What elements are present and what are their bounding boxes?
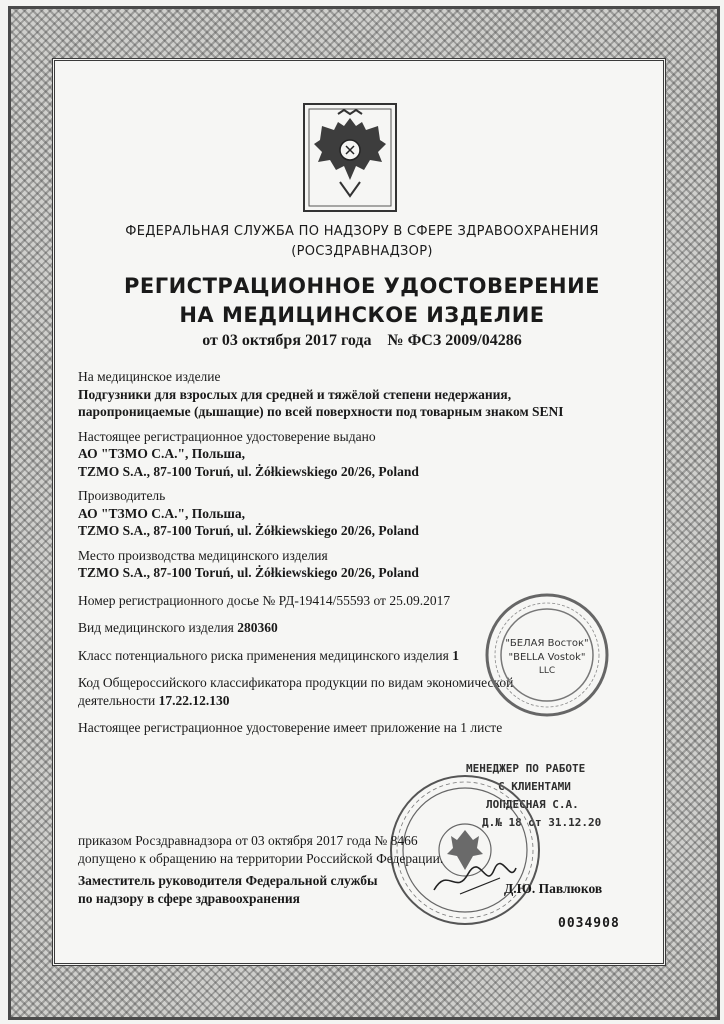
issued-to-label: Настоящее регистрационное удостоверение выдано — [78, 428, 376, 444]
agency-short-name: (РОСЗДРАВНАДЗОР) — [291, 244, 433, 259]
agency-name: ФЕДЕРАЛЬНАЯ СЛУЖБА ПО НАДЗОРУ В СФЕРЕ ЗДРАВООХРАНЕНИЯ — [125, 224, 599, 239]
registration-number: № ФСЗ 2009/04286 — [387, 332, 522, 349]
manager-stamp-line-4: Д.№ 18 от 31.12.20 — [482, 816, 602, 829]
manufacturer-label: Производитель — [78, 488, 166, 503]
registration-date: от 03 октября 2017 года — [202, 332, 372, 349]
manufacturer-company: АО "ТЗМО С.А.", Польша, — [78, 505, 245, 521]
device-name-line-2: паропроницаемые (дышащие) по всей поверхности под товарным знаком SENI — [78, 404, 564, 419]
risk-class-label: Класс потенциального риска применения медицинского изделия — [78, 647, 449, 663]
coat-of-arms-emblem — [300, 100, 400, 215]
deputy-title — [78, 872, 418, 908]
agency-header — [60, 222, 664, 262]
manager-stamp-line-2: С КЛИЕНТАМИ — [498, 780, 571, 793]
device-type-value: 280360 — [237, 620, 278, 635]
manufacturer-address: TZMO S.A., 87-100 Toruń, ul. Żółkiewskiego 20/26, Poland — [78, 523, 419, 538]
production-site-label: Место производства медицинского изделия — [78, 547, 328, 563]
title-line-1: РЕГИСТРАЦИОННОЕ УДОСТОВЕРЕНИЕ — [123, 274, 601, 298]
stamp-company-en: "BELLA Vostok" — [508, 652, 586, 663]
device-label: На медицинское изделие — [78, 369, 221, 384]
signer-name: Д.Ю. Павлюков — [504, 881, 603, 896]
device-section — [78, 368, 578, 421]
manager-stamp-line-1: МЕНЕДЖЕР ПО РАБОТЕ — [466, 762, 586, 775]
order-line-1: приказом Росздравнадзора от 03 октября 2017 года № 8466 — [78, 833, 418, 848]
serial-number: 0034908 — [558, 916, 620, 931]
deputy-line-2: по надзору в сфере здравоохранения — [78, 891, 300, 906]
risk-class-value: 1 — [452, 647, 459, 663]
production-site-section — [78, 547, 578, 582]
document-title — [60, 272, 664, 330]
title-line-2: НА МЕДИЦИНСКОЕ ИЗДЕЛИЕ — [179, 303, 545, 327]
deputy-line-1: Заместитель руководителя Федеральной службы — [78, 873, 378, 888]
stamp-llc: LLC — [538, 666, 556, 676]
production-site-address: TZMO S.A., 87-100 Toruń, ul. Żółkiewskiego 20/26, Poland — [78, 565, 419, 580]
appendix-text: Настоящее регистрационное удостоверение имеет приложение на 1 листе — [78, 720, 503, 735]
issued-to-address: TZMO S.A., 87-100 Toruń, ul. Żółkiewskiego 20/26, Poland — [78, 463, 419, 479]
registration-line — [60, 332, 664, 350]
okpd-label: деятельности — [78, 692, 156, 708]
device-name-line-1: Подгузники для взрослых для средней и тяжёлой степени недержания, — [78, 386, 512, 402]
device-type-label: Вид медицинского изделия — [78, 620, 234, 635]
company-stamp — [480, 588, 615, 723]
order-line-2: допущено к обращению на территории Российской Федерации. — [78, 851, 444, 866]
okpd-line-1: Код Общероссийского классификатора продукции по видам экономической — [78, 675, 514, 690]
okpd-value: 17.22.12.130 — [158, 692, 230, 708]
manager-stamp-line-3: ЛОПДЕСНАЯ С.А. — [486, 798, 579, 811]
dossier-value: РД-19414/55593 от 25.09.2017 — [278, 592, 451, 608]
issued-to-company: АО "ТЗМО С.А.", Польша, — [78, 446, 245, 461]
issued-to-section — [78, 428, 578, 481]
manufacturer-section — [78, 487, 578, 540]
dossier-label: Номер регистрационного досье № — [78, 592, 276, 608]
stamp-company-ru: "БЕЛАЯ Восток" — [505, 638, 589, 649]
